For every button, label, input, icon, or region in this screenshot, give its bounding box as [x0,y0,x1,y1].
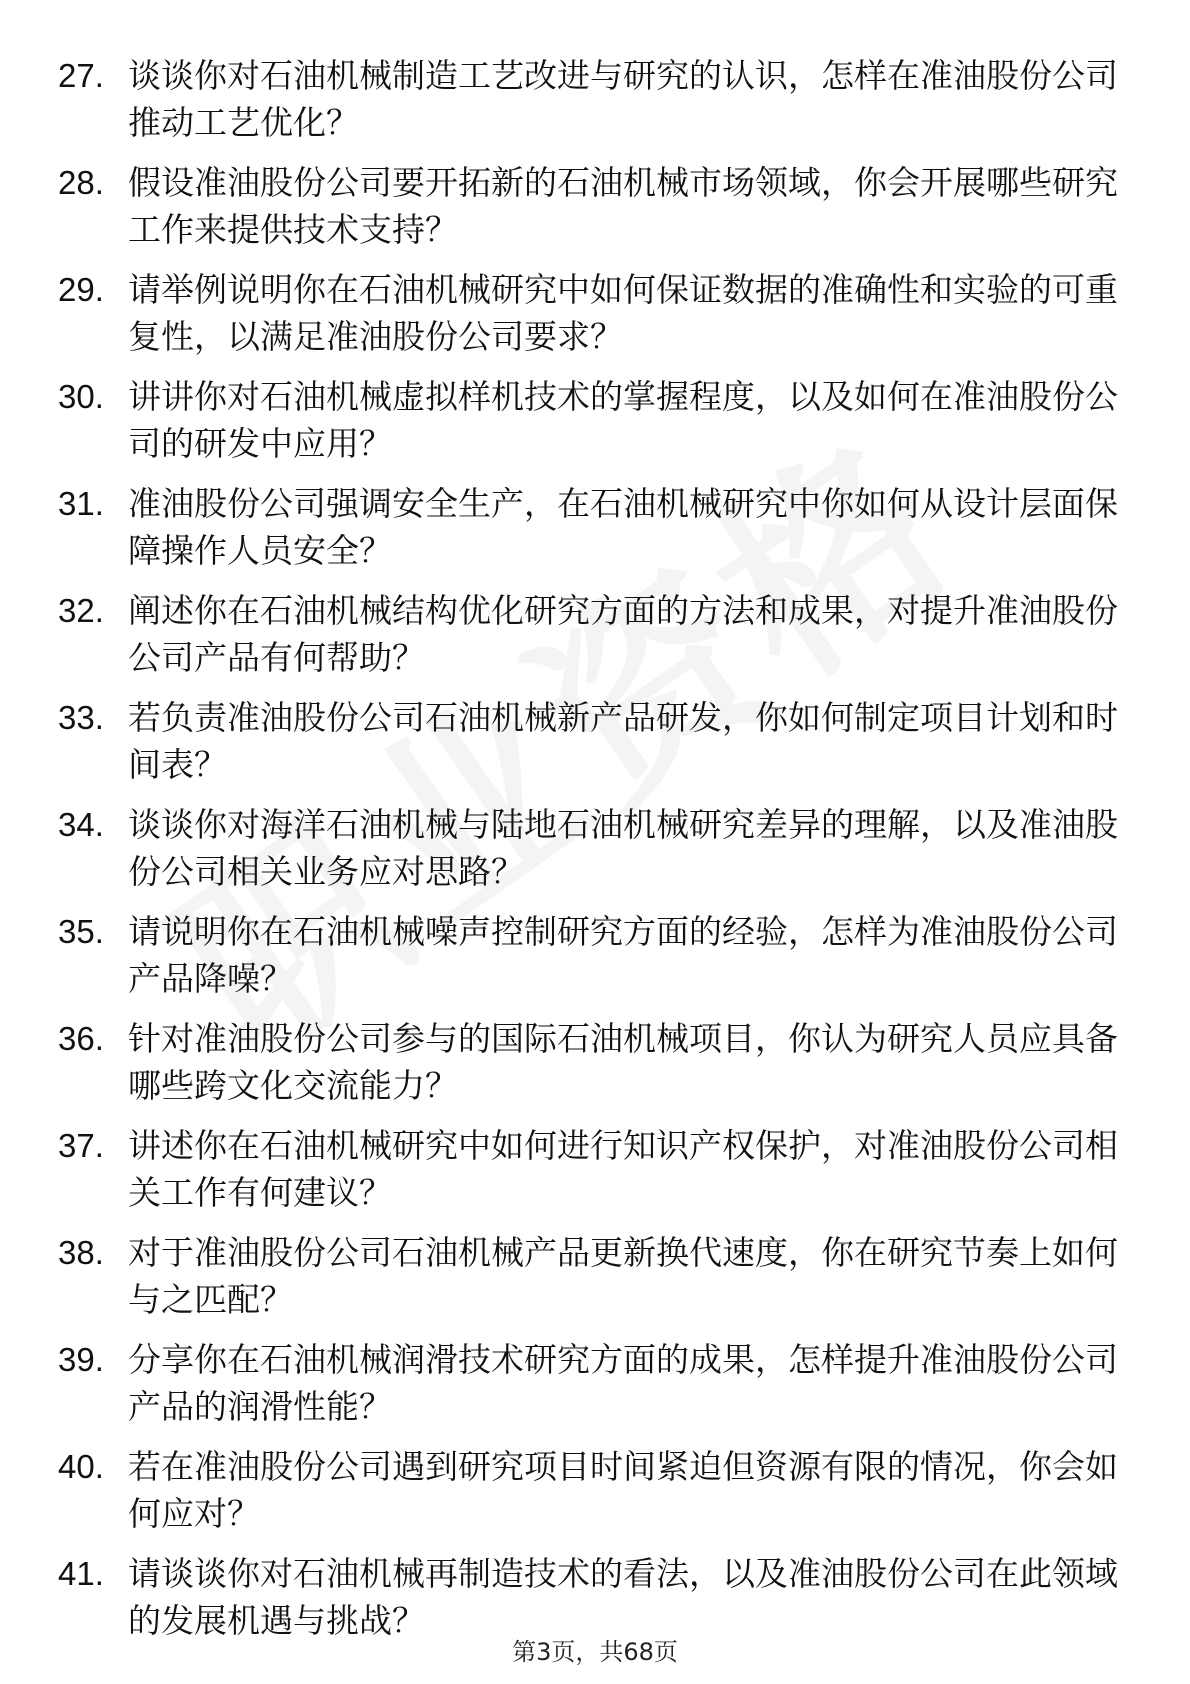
question-text: 谈谈你对石油机械制造工艺改进与研究的认识，怎样在准油股份公司推动工艺优化？ [128,56,1118,142]
question-item [58,694,1138,788]
question-number: 33. [58,699,104,736]
question-item [58,1443,1138,1537]
question-number: 38. [58,1234,104,1271]
question-number: 30. [58,378,104,415]
question-item [58,1336,1138,1430]
question-text: 阐述你在石油机械结构优化研究方面的方法和成果，对提升准油股份公司产品有何帮助？ [128,591,1118,677]
question-text: 分享你在石油机械润滑技术研究方面的成果，怎样提升准油股份公司产品的润滑性能？ [128,1340,1118,1426]
question-text: 谈谈你对海洋石油机械与陆地石油机械研究差异的理解，以及准油股份公司相关业务应对思路？ [128,805,1118,891]
page-number: 第3页，共68页 [512,1638,678,1666]
question-text: 准油股份公司强调安全生产，在石油机械研究中你如何从设计层面保障操作人员安全？ [128,484,1118,570]
question-number: 40. [58,1448,104,1485]
question-number: 32. [58,592,104,629]
question-item [58,480,1138,574]
question-item [58,801,1138,895]
question-number: 36. [58,1020,104,1057]
question-item [58,159,1138,253]
question-text: 讲述你在石油机械研究中如何进行知识产权保护，对准油股份公司相关工作有何建议？ [128,1126,1118,1212]
question-number: 37. [58,1127,104,1164]
question-text: 若在准油股份公司遇到研究项目时间紧迫但资源有限的情况，你会如何应对？ [128,1447,1118,1533]
question-number: 39. [58,1341,104,1378]
question-number: 35. [58,913,104,950]
question-number: 34. [58,806,104,843]
question-item [58,52,1138,146]
question-text: 针对准油股份公司参与的国际石油机械项目，你认为研究人员应具备哪些跨文化交流能力？ [128,1019,1118,1105]
question-number: 41. [58,1555,104,1592]
question-item [58,1122,1138,1216]
question-item [58,266,1138,360]
question-text: 请举例说明你在石油机械研究中如何保证数据的准确性和实验的可重复性，以满足准油股份公司要求？ [128,270,1118,356]
question-item [58,587,1138,681]
question-number: 27. [58,57,104,94]
question-number: 28. [58,164,104,201]
question-item [58,908,1138,1002]
question-item [58,1229,1138,1323]
question-list [58,52,1138,1657]
question-item [58,373,1138,467]
question-item [58,1015,1138,1109]
question-number: 29. [58,271,104,308]
question-text: 对于准油股份公司石油机械产品更新换代速度，你在研究节奏上如何与之匹配？ [128,1233,1118,1319]
question-text: 请说明你在石油机械噪声控制研究方面的经验，怎样为准油股份公司产品降噪？ [128,912,1118,998]
question-text: 请谈谈你对石油机械再制造技术的看法，以及准油股份公司在此领域的发展机遇与挑战？ [128,1554,1118,1640]
question-item [58,1550,1138,1644]
question-text: 假设准油股份公司要开拓新的石油机械市场领域，你会开展哪些研究工作来提供技术支持？ [128,163,1118,249]
question-text: 讲讲你对石油机械虚拟样机技术的掌握程度，以及如何在准油股份公司的研发中应用？ [128,377,1118,463]
question-number: 31. [58,485,104,522]
question-text: 若负责准油股份公司石油机械新产品研发，你如何制定项目计划和时间表？ [128,698,1118,784]
